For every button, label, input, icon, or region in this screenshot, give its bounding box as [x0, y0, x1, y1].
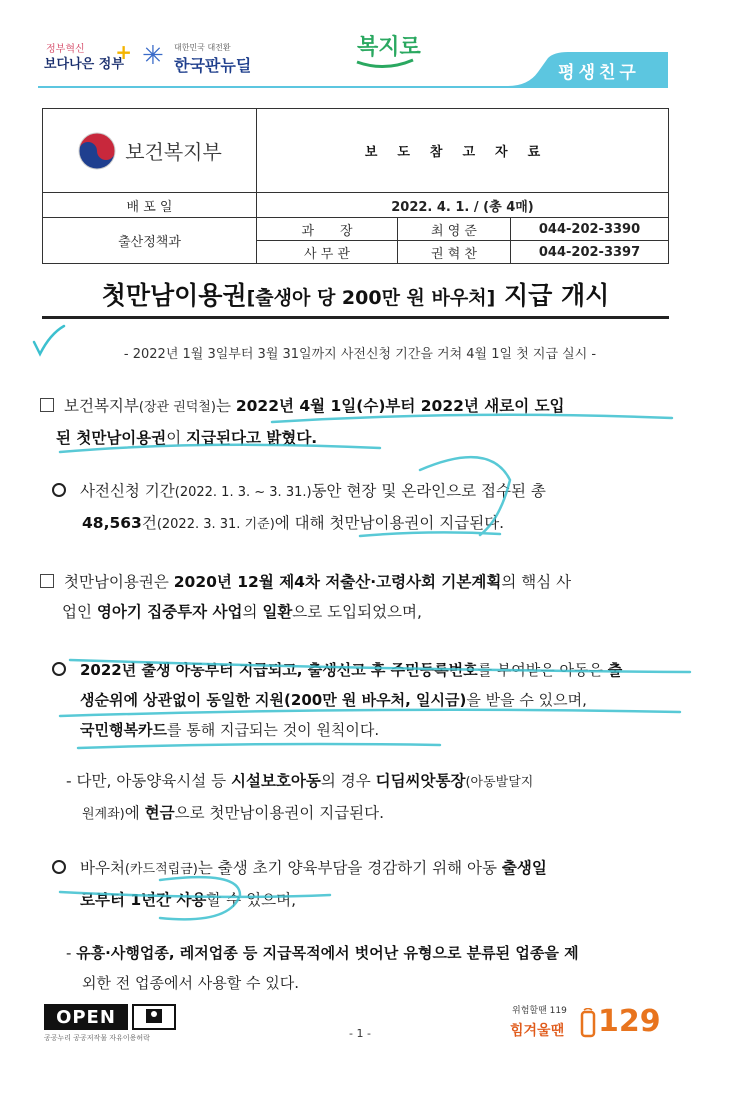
text: 동안 현장 및 온라인으로 접수된 총	[311, 482, 546, 500]
text: (2022. 1. 3. ~ 3. 31.)	[174, 485, 312, 500]
paragraph-1	[40, 391, 680, 453]
text: 에	[124, 804, 145, 822]
gov-slogan-small: 정부혁신	[46, 44, 85, 55]
hotline-129-logo	[510, 1000, 670, 1044]
text: 는 출생 초기 양육부담을 경감하기 위해 아동	[197, 859, 502, 877]
text-bold: 디딤씨앗통장	[375, 772, 466, 790]
text: 의	[242, 603, 263, 621]
text: (아동발달지	[465, 775, 534, 790]
ribbon-text: 평생친구	[558, 62, 640, 83]
text-bold: 2020년 12월 제4차 저출산·고령사회 기본계획	[173, 573, 502, 591]
text: 보건복지부	[64, 397, 139, 415]
contact-name: 최 영 준	[398, 218, 511, 241]
press-header-table	[42, 108, 669, 264]
title-underline	[42, 316, 669, 319]
text-bold: 현금	[144, 804, 175, 822]
text-bold: 영아기 집중투자 사업	[96, 603, 243, 621]
text: 으로 도입되었으며,	[292, 603, 422, 621]
pinwheel-icon: ✳	[142, 41, 164, 71]
paragraph-2	[52, 476, 682, 540]
subtitle: - 2022년 1월 3일부터 3월 31일까지 사전신청 기간을 거쳐 4월 1일 첫 지급 실시 -	[123, 347, 597, 362]
check-mark-icon	[28, 320, 68, 360]
department-name: 출산정책과	[43, 218, 257, 264]
text-bold: 유흥·사행업종, 레저업종 등 지급목적에서 벗어난 유형으로 분류된 업종을 제	[76, 944, 579, 962]
text: 를 통해 지급되는 것이 원칙이다.	[166, 721, 380, 739]
newdeal-sub: 대한민국 대전환	[174, 43, 231, 52]
paragraph-6	[52, 853, 682, 915]
text-bold: 일환	[262, 603, 293, 621]
text: 첫만남이용권은	[64, 573, 174, 591]
circle-bullet-icon	[52, 662, 66, 676]
text: (카드적립금)	[124, 862, 198, 877]
ministry-logo-cell	[43, 109, 257, 193]
dash-bullet: -	[66, 772, 77, 790]
title-end: 지급 개시	[504, 281, 610, 310]
text-bold: 출	[607, 661, 623, 679]
text: 의 핵심 사	[501, 573, 572, 591]
open-caption: 공공누리 공공저작물 자유이용허락	[44, 1034, 150, 1042]
document-type-title: 보도참고자료	[257, 109, 669, 193]
text: (장관 권덕철)	[138, 400, 216, 415]
text: 에 대해 첫만남이용권이 지급된다.	[274, 514, 505, 532]
text: 이	[166, 429, 187, 447]
text-bold: 시설보호아동	[231, 772, 321, 790]
paragraph-4	[52, 655, 682, 745]
contact-phone: 044-202-3397	[511, 241, 669, 264]
bokjiro-logo: 복지로	[357, 35, 421, 60]
kogl-open-license-logo	[44, 1004, 179, 1044]
title-paren: [출생아 당 200만 원 바우처]	[246, 287, 496, 309]
open-label: OPEN	[44, 1004, 128, 1030]
circle-bullet-icon	[52, 483, 66, 497]
contact-name: 권 혁 찬	[398, 241, 511, 264]
text: 다만, 아동양육시설 등	[76, 772, 231, 790]
ministry-name: 보건복지부	[125, 140, 222, 164]
text: 업인	[62, 603, 97, 621]
open-license-icon	[132, 1004, 176, 1030]
title-main: 첫만남이용권	[101, 281, 247, 310]
phone-icon	[580, 1008, 596, 1040]
hotline-bottom: 힘겨울땐	[510, 1023, 565, 1039]
text-bold: 출생일	[501, 859, 547, 877]
press-release-title	[42, 276, 669, 312]
distribution-label: 배 포 일	[43, 193, 257, 218]
contact-phone: 044-202-3390	[511, 218, 669, 241]
text: 바우처	[80, 859, 125, 877]
hotline-number: 129	[598, 1004, 661, 1039]
text: 할 수 있으며,	[206, 891, 297, 909]
text-bold: 2022년 출생 아동부터 지급되고, 출생신고 후 주민등록번호	[80, 661, 478, 679]
text: 는	[215, 397, 236, 415]
text: 원계좌)	[82, 807, 125, 822]
text-bold: 2022년 4월 1일(수)부터 2022년 새로이 도입	[235, 397, 565, 415]
text-bold: 생순위에 상관없이 동일한 지원(200만 원 바우처, 일시금)	[80, 691, 467, 709]
paragraph-7	[66, 938, 682, 998]
circle-bullet-icon	[52, 860, 66, 874]
text-bold: 로부터 1년간 사용	[80, 891, 207, 909]
taegeuk-icon	[77, 131, 117, 171]
text: 건	[141, 514, 157, 532]
square-bullet-icon	[40, 574, 54, 588]
contact-role: 사 무 관	[257, 241, 398, 264]
contact-role: 과 장	[257, 218, 398, 241]
paragraph-3	[40, 567, 680, 627]
text-bold: 국민행복카드	[80, 721, 167, 739]
bokjiro-swoosh	[355, 58, 415, 70]
text: 의 경우	[320, 772, 376, 790]
text: 으로 첫만남이용권이 지급된다.	[174, 804, 385, 822]
text: 외한 전 업종에서 사용할 수 있다.	[82, 974, 299, 992]
hotline-top: 위험할땐 119	[512, 1006, 567, 1016]
newdeal-main: 한국판뉴딜	[174, 56, 252, 75]
plus-icon: +	[115, 40, 132, 64]
dash-bullet: -	[66, 944, 77, 962]
gov-slogan-main: 보다나은 정부	[44, 57, 124, 72]
square-bullet-icon	[40, 398, 54, 412]
text: (2022. 3. 31. 기준)	[156, 517, 275, 532]
text: 을 받을 수 있으며,	[466, 691, 587, 709]
page-number: - 1 -	[349, 1027, 371, 1040]
distribution-value: 2022. 4. 1. / (총 4매)	[257, 193, 669, 218]
text: 사전신청 기간	[80, 482, 175, 500]
paragraph-5	[66, 766, 682, 830]
text-bold: 지급된다고 밝혔다.	[186, 429, 318, 447]
text-bold: 된 첫만남이용권	[56, 429, 167, 447]
text-bold: 48,563	[82, 514, 142, 532]
text: 를 부여받은 아동은	[477, 661, 608, 679]
